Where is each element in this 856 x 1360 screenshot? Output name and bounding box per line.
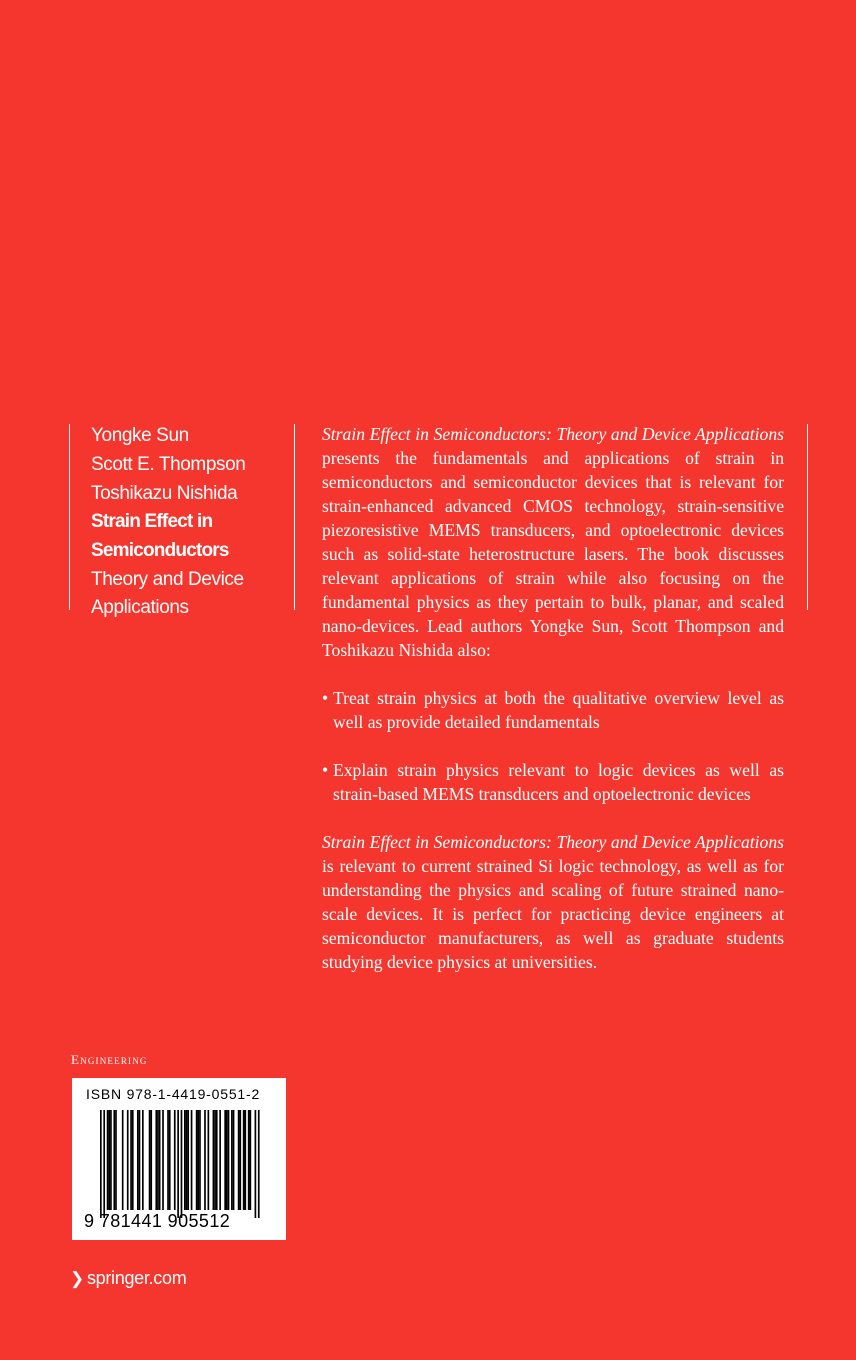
barcode-digits: 9 781441 905512 [84,1211,231,1231]
feature-text: Treat strain physics at both the qualitative overview level as well as provide detailed fundamentals [333,688,784,732]
barcode-bar [155,1110,157,1210]
isbn-label: ISBN 978-1-4419-0551-2 [86,1086,261,1102]
barcode-bar [250,1110,252,1210]
barcode-bar [243,1110,245,1210]
barcode-guard-bar [258,1110,260,1218]
barcode-bar [132,1110,134,1210]
barcode-bar [149,1110,151,1210]
barcode-bar [127,1110,129,1210]
barcode-bar [169,1110,171,1210]
barcode-bar [174,1110,176,1210]
barcode-bar [219,1110,221,1210]
bullet-icon: • [322,688,329,708]
barcode-bar [184,1110,186,1210]
barcode-guard-bar [255,1110,257,1218]
bullet-icon: • [322,760,329,780]
barcode-bar [204,1110,206,1210]
barcode-bar [107,1110,109,1210]
publisher-website[interactable] [70,1268,186,1289]
book-title-line: Semiconductors [91,540,229,562]
author-name: Toshikazu Nishida [91,482,238,504]
barcode-bar [233,1110,235,1210]
barcode-bar [224,1110,226,1210]
subject-category: Engineering [71,1052,148,1067]
barcode-guard-bar [177,1110,179,1218]
book-title-italic: Strain Effect in Semiconductors: Theory and Device Applications [322,832,784,852]
feature-list-item [322,686,784,734]
barcode-guard-bar [181,1110,183,1218]
intro-text: presents the fundamentals and applications of strain in semiconductors and semiconductor devices that is relevant for strain-enhanced advanced CMOS technology, strain-sensitive piezoresistive MEMS transducers, and optoelectronic devices such as solid-state heterostructure lasers. The book discusses relevant applications of strain while also focusing on the fundamental physics as they pertain to bulk, planar, and scaled nano-devices. Lead authors Yongke Sun, Scott Thompson and Toshikazu Nishida also: [322,448,784,660]
barcode-bar [231,1110,233,1210]
barcode-bar [216,1110,218,1210]
left-divider-rule [69,424,70,610]
barcode-bar [130,1110,132,1210]
barcode-bar [196,1110,198,1210]
barcode-bar [197,1110,199,1210]
description-paragraph-intro [322,422,784,662]
book-description [322,422,784,974]
author-name: Scott E. Thompson [91,453,246,475]
barcode-bar [137,1110,139,1210]
author-name: Yongke Sun [91,425,189,446]
barcode-bar [248,1110,250,1210]
barcode-bar [199,1110,201,1210]
barcode-bar [113,1110,115,1210]
barcode-bar [226,1110,228,1210]
book-title-line: Strain Effect in [91,511,213,533]
barcode-bar [191,1110,193,1210]
barcode-bar [110,1110,112,1210]
barcode-bar [238,1110,240,1210]
barcode-bar [167,1110,169,1210]
barcode-bar [122,1110,124,1210]
barcode-bar [213,1110,215,1210]
barcode-bar [108,1110,110,1210]
barcode-bar [239,1110,241,1210]
chevron-right-icon: ❯ [70,1269,84,1288]
description-paragraph-closing [322,830,784,974]
middle-divider-rule [294,424,295,610]
barcode-bar [228,1110,230,1210]
website-url[interactable]: springer.com [86,1268,187,1288]
feature-text: Explain strain physics relevant to logic devices as well as strain-based MEMS transducers and optoelectronic devices [333,760,784,804]
barcode-bar [187,1110,189,1210]
barcode-bar [208,1110,210,1210]
right-divider-rule [807,424,808,610]
barcode-bar [214,1110,216,1210]
closing-text: is relevant to current strained Si logic technology, as well as for understanding the physics and scaling of future strained nano-scale devices. It is perfect for practicing device engineers at semiconductor manufacturers, as well as graduate students studying device physics at universities. [322,856,784,972]
book-subtitle-line: Applications [91,596,189,618]
barcode-bar [159,1110,161,1210]
author-title-block [91,422,291,622]
feature-list [322,686,784,806]
feature-list-item [322,758,784,806]
barcode-bar [157,1110,159,1210]
barcode-guard-bar [103,1110,105,1218]
book-subtitle-line: Theory and Device [91,568,244,590]
barcode-bar [150,1110,152,1210]
barcode-bar [115,1110,117,1210]
barcode-bar [244,1110,246,1210]
book-title-italic: Strain Effect in Semiconductors: Theory and Device Applications [322,424,784,444]
barcode-bar [139,1110,141,1210]
barcode-bar [142,1110,144,1210]
isbn-barcode-panel [72,1078,286,1240]
barcode-guard-bar [100,1110,102,1218]
barcode-bar [162,1110,164,1210]
barcode-bar [186,1110,188,1210]
